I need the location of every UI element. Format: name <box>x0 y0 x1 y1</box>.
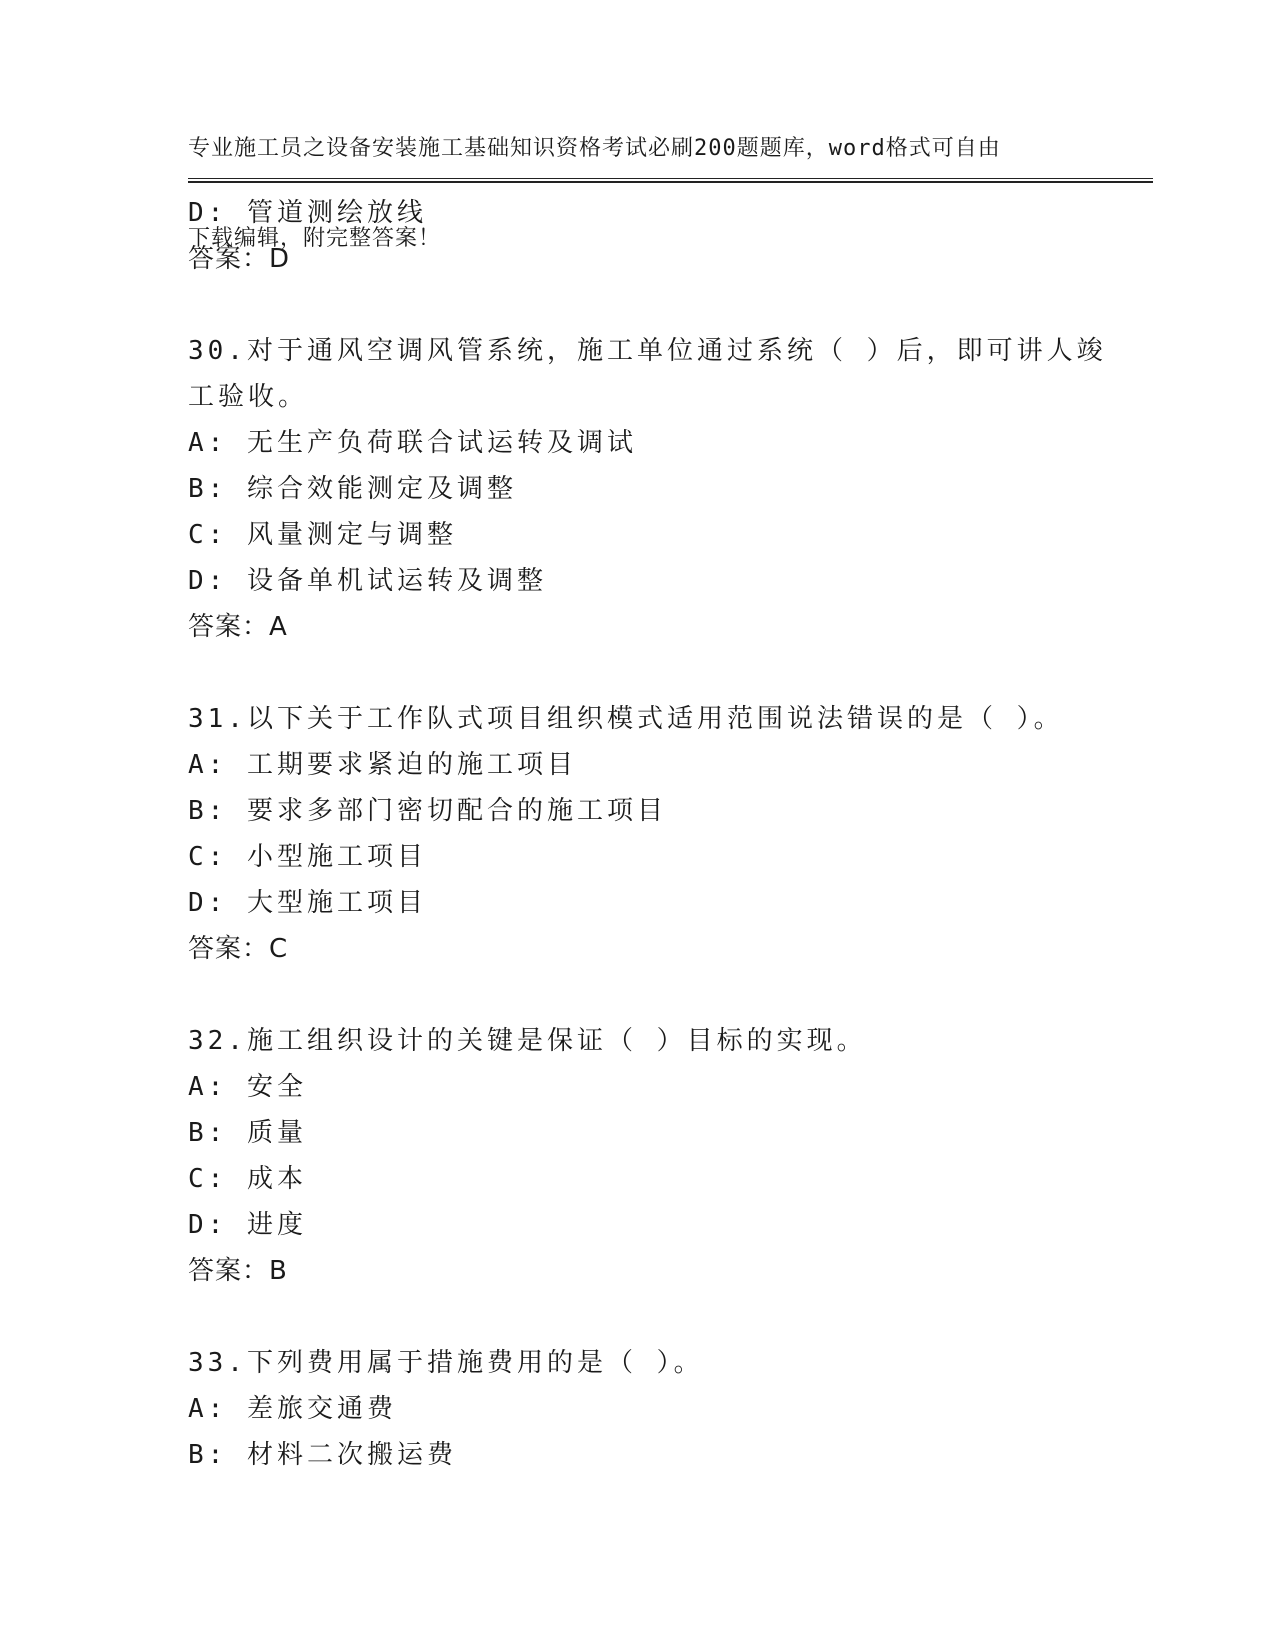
header-title-line2: 下载编辑，附完整答案！ <box>188 226 442 251</box>
question-32 <box>188 1018 1088 1294</box>
option-b: B: 材料二次搬运费 <box>188 1440 457 1470</box>
question-prev <box>188 190 1088 282</box>
answer-line: 答案：A <box>188 612 288 642</box>
option-a: A: 差旅交通费 <box>188 1394 397 1424</box>
option-a: A: 工期要求紧迫的施工项目 <box>188 750 577 780</box>
answer-line: 答案：C <box>188 934 289 964</box>
option-b: B: 综合效能测定及调整 <box>188 474 517 504</box>
header-divider-thick <box>188 181 1153 183</box>
answer-line: 答案：B <box>188 1256 288 1286</box>
option-a: A: 无生产负荷联合试运转及调试 <box>188 428 637 458</box>
question-list <box>188 190 1107 1478</box>
option-b: B: 质量 <box>188 1118 307 1148</box>
option-c: C: 风量测定与调整 <box>188 520 457 550</box>
option-d: D: 设备单机试运转及调整 <box>188 566 547 596</box>
option-d: D: 管道测绘放线 <box>188 198 427 228</box>
option-d: D: 大型施工项目 <box>188 888 427 918</box>
question-stem: 32.施工组织设计的关键是保证（ ）目标的实现。 <box>188 1026 867 1056</box>
question-stem-continued: 工验收。 <box>188 382 309 412</box>
option-d: D: 进度 <box>188 1210 307 1240</box>
spacer <box>188 282 1088 328</box>
question-30 <box>188 328 1107 650</box>
answer-line: 答案：D <box>188 244 291 274</box>
question-stem: 33.下列费用属于措施费用的是（ ）。 <box>188 1348 704 1378</box>
spacer <box>188 972 1088 1018</box>
option-c: C: 成本 <box>188 1164 307 1194</box>
option-c: C: 小型施工项目 <box>188 842 427 872</box>
option-b: B: 要求多部门密切配合的施工项目 <box>188 796 667 826</box>
question-33 <box>188 1340 1088 1478</box>
question-31 <box>188 696 1088 972</box>
header-title-line1: 专业施工员之设备安装施工基础知识资格考试必刷200题题库，word格式可自由 <box>188 136 1001 161</box>
option-a: A: 安全 <box>188 1072 307 1102</box>
header-divider-thin <box>188 178 1153 179</box>
question-stem: 31.以下关于工作队式项目组织模式适用范围说法错误的是（ ）。 <box>188 704 1064 734</box>
question-stem: 30.对于通风空调风管系统，施工单位通过系统（ ）后，即可讲人竣 <box>188 336 1107 366</box>
spacer <box>188 1294 1088 1340</box>
spacer <box>188 650 1088 696</box>
